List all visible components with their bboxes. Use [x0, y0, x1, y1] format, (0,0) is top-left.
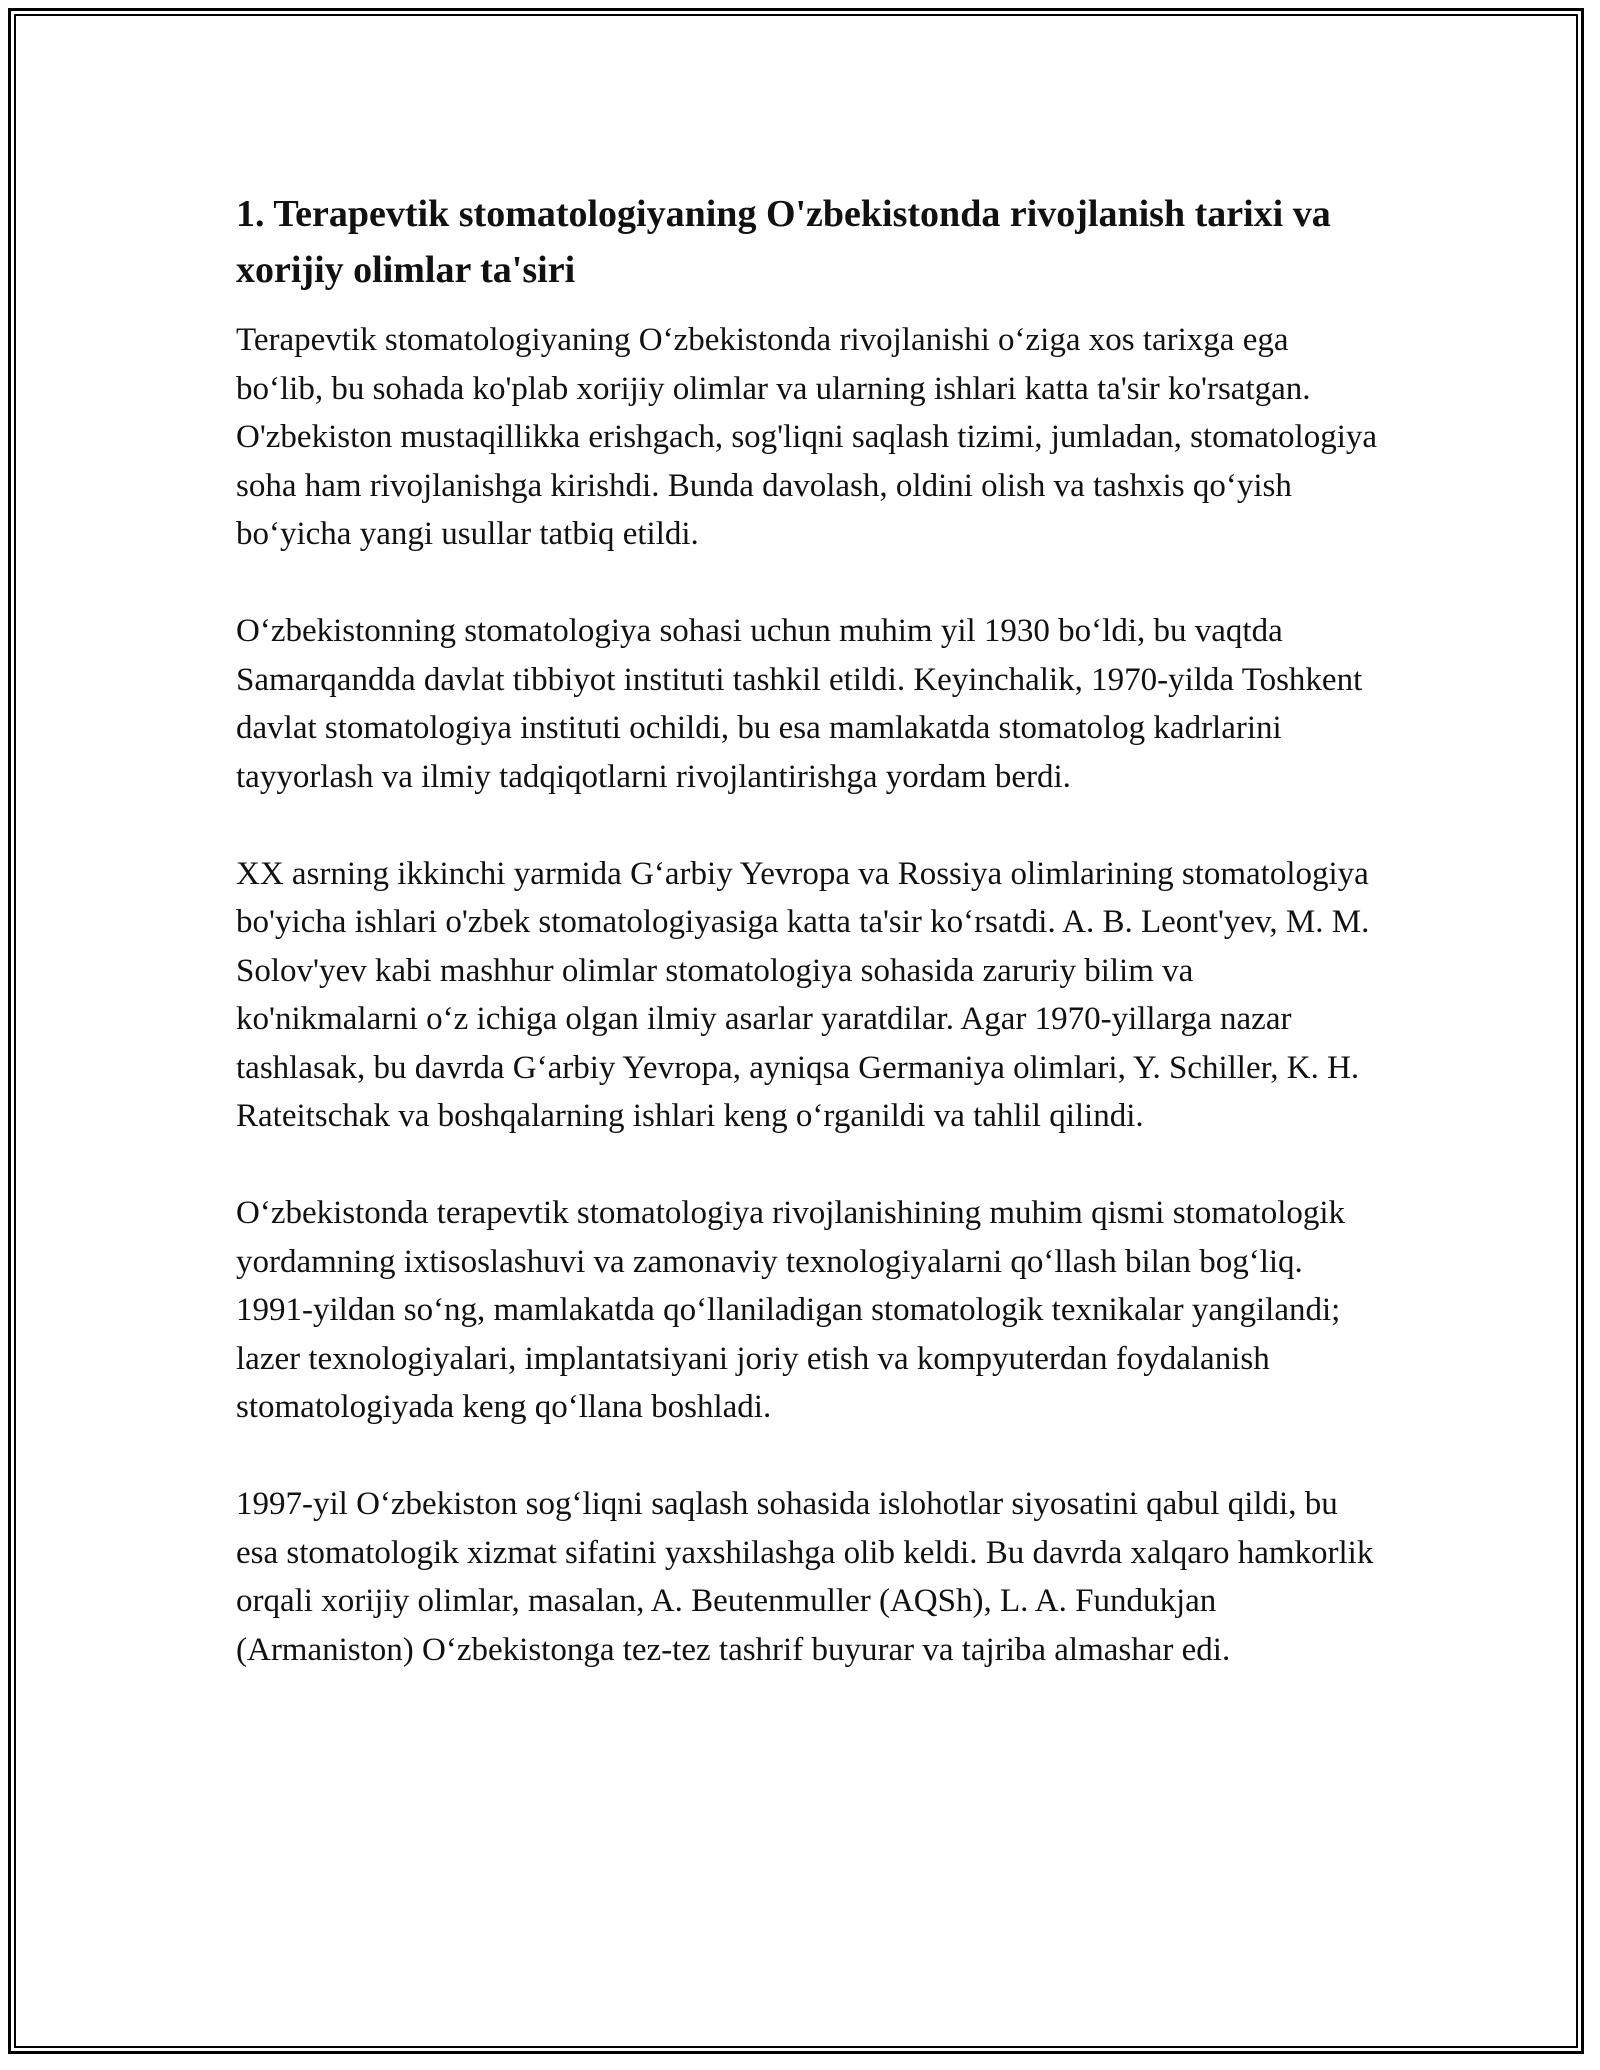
document-body	[236, 186, 1381, 1723]
section-heading: 1. Terapevtik stomatologiyaning O'zbekistonda rivojlanish tarixi va xorijiy olimlar ta'siri	[236, 193, 1331, 291]
paragraph-4: O‘zbekistonda terapevtik stomatologiya rivojlanishining muhim qismi stomatologik yordamning ixtisoslashuvi va zamonaviy texnologiyalarni qo‘llash bilan bog‘liq. 1991-yildan so‘ng, mamlakatda qo‘llaniladigan stomatologik texnikalar yangilandi; lazer texnologiyalari, implantatsiyani joriy etish va kompyuterdan foydalanish stomatologiyada keng qo‘llana boshladi.	[236, 1195, 1346, 1425]
paragraph-1: Terapevtik stomatologiyaning O‘zbekistonda rivojlanishi o‘ziga xos tarixga ega bo‘lib, bu sohada ko'plab xorijiy olimlar va ularning ishlari katta ta'sir ko'rsatgan. O'zbekiston mustaqillikka erishgach, sog'liqni saqlash tizimi, jumladan, stomatologiya soha ham rivojlanishga kirishdi. Bunda davolash, oldini olish va tashxis qo‘yish bo‘yicha yangi usullar tatbiq etildi.	[236, 322, 1378, 552]
paragraph-3: XX asrning ikkinchi yarmida G‘arbiy Yevropa va Rossiya olimlarining stomatologiya bo'yicha ishlari o'zbek stomatologiyasiga katta ta'sir ko‘rsatdi. A. B. Leont'yev, M. M. Solov'yev kabi mashhur olimlar stomatologiya sohasida zaruriy bilim va ko'nikmalarni o‘z ichiga olgan ilmiy asarlar yaratdilar. Agar 1970-yillarga nazar tashlasak, bu davrda G‘arbiy Yevropa, ayniqsa Germaniya olimlari, Y. Schiller, K. H. Rateitschak va boshqalarning ishlari keng o‘rganildi va tahlil qilindi.	[236, 855, 1370, 1134]
paragraph-2: O‘zbekistonning stomatologiya sohasi uchun muhim yil 1930 bo‘ldi, bu vaqtda Samarqandda davlat tibbiyot instituti tashkil etildi. Keyinchalik, 1970-yilda Toshkent davlat stomatologiya instituti ochildi, bu esa mamlakatda stomatolog kadrlarini tayyorlash va ilmiy tadqiqotlarni rivojlantirishga yordam berdi.	[236, 613, 1363, 795]
paragraph-5: 1997-yil O‘zbekiston sog‘liqni saqlash sohasida islohotlar siyosatini qabul qildi, bu esa stomatologik xizmat sifatini yaxshilashga olib keldi. Bu davrda xalqaro hamkorlik orqali xorijiy olimlar, masalan, A. Beutenmuller (AQSh), L. A. Fundukjan (Armaniston) O‘zbekistonga tez-tez tashrif buyurar va tajriba almashar edi.	[236, 1486, 1374, 1668]
